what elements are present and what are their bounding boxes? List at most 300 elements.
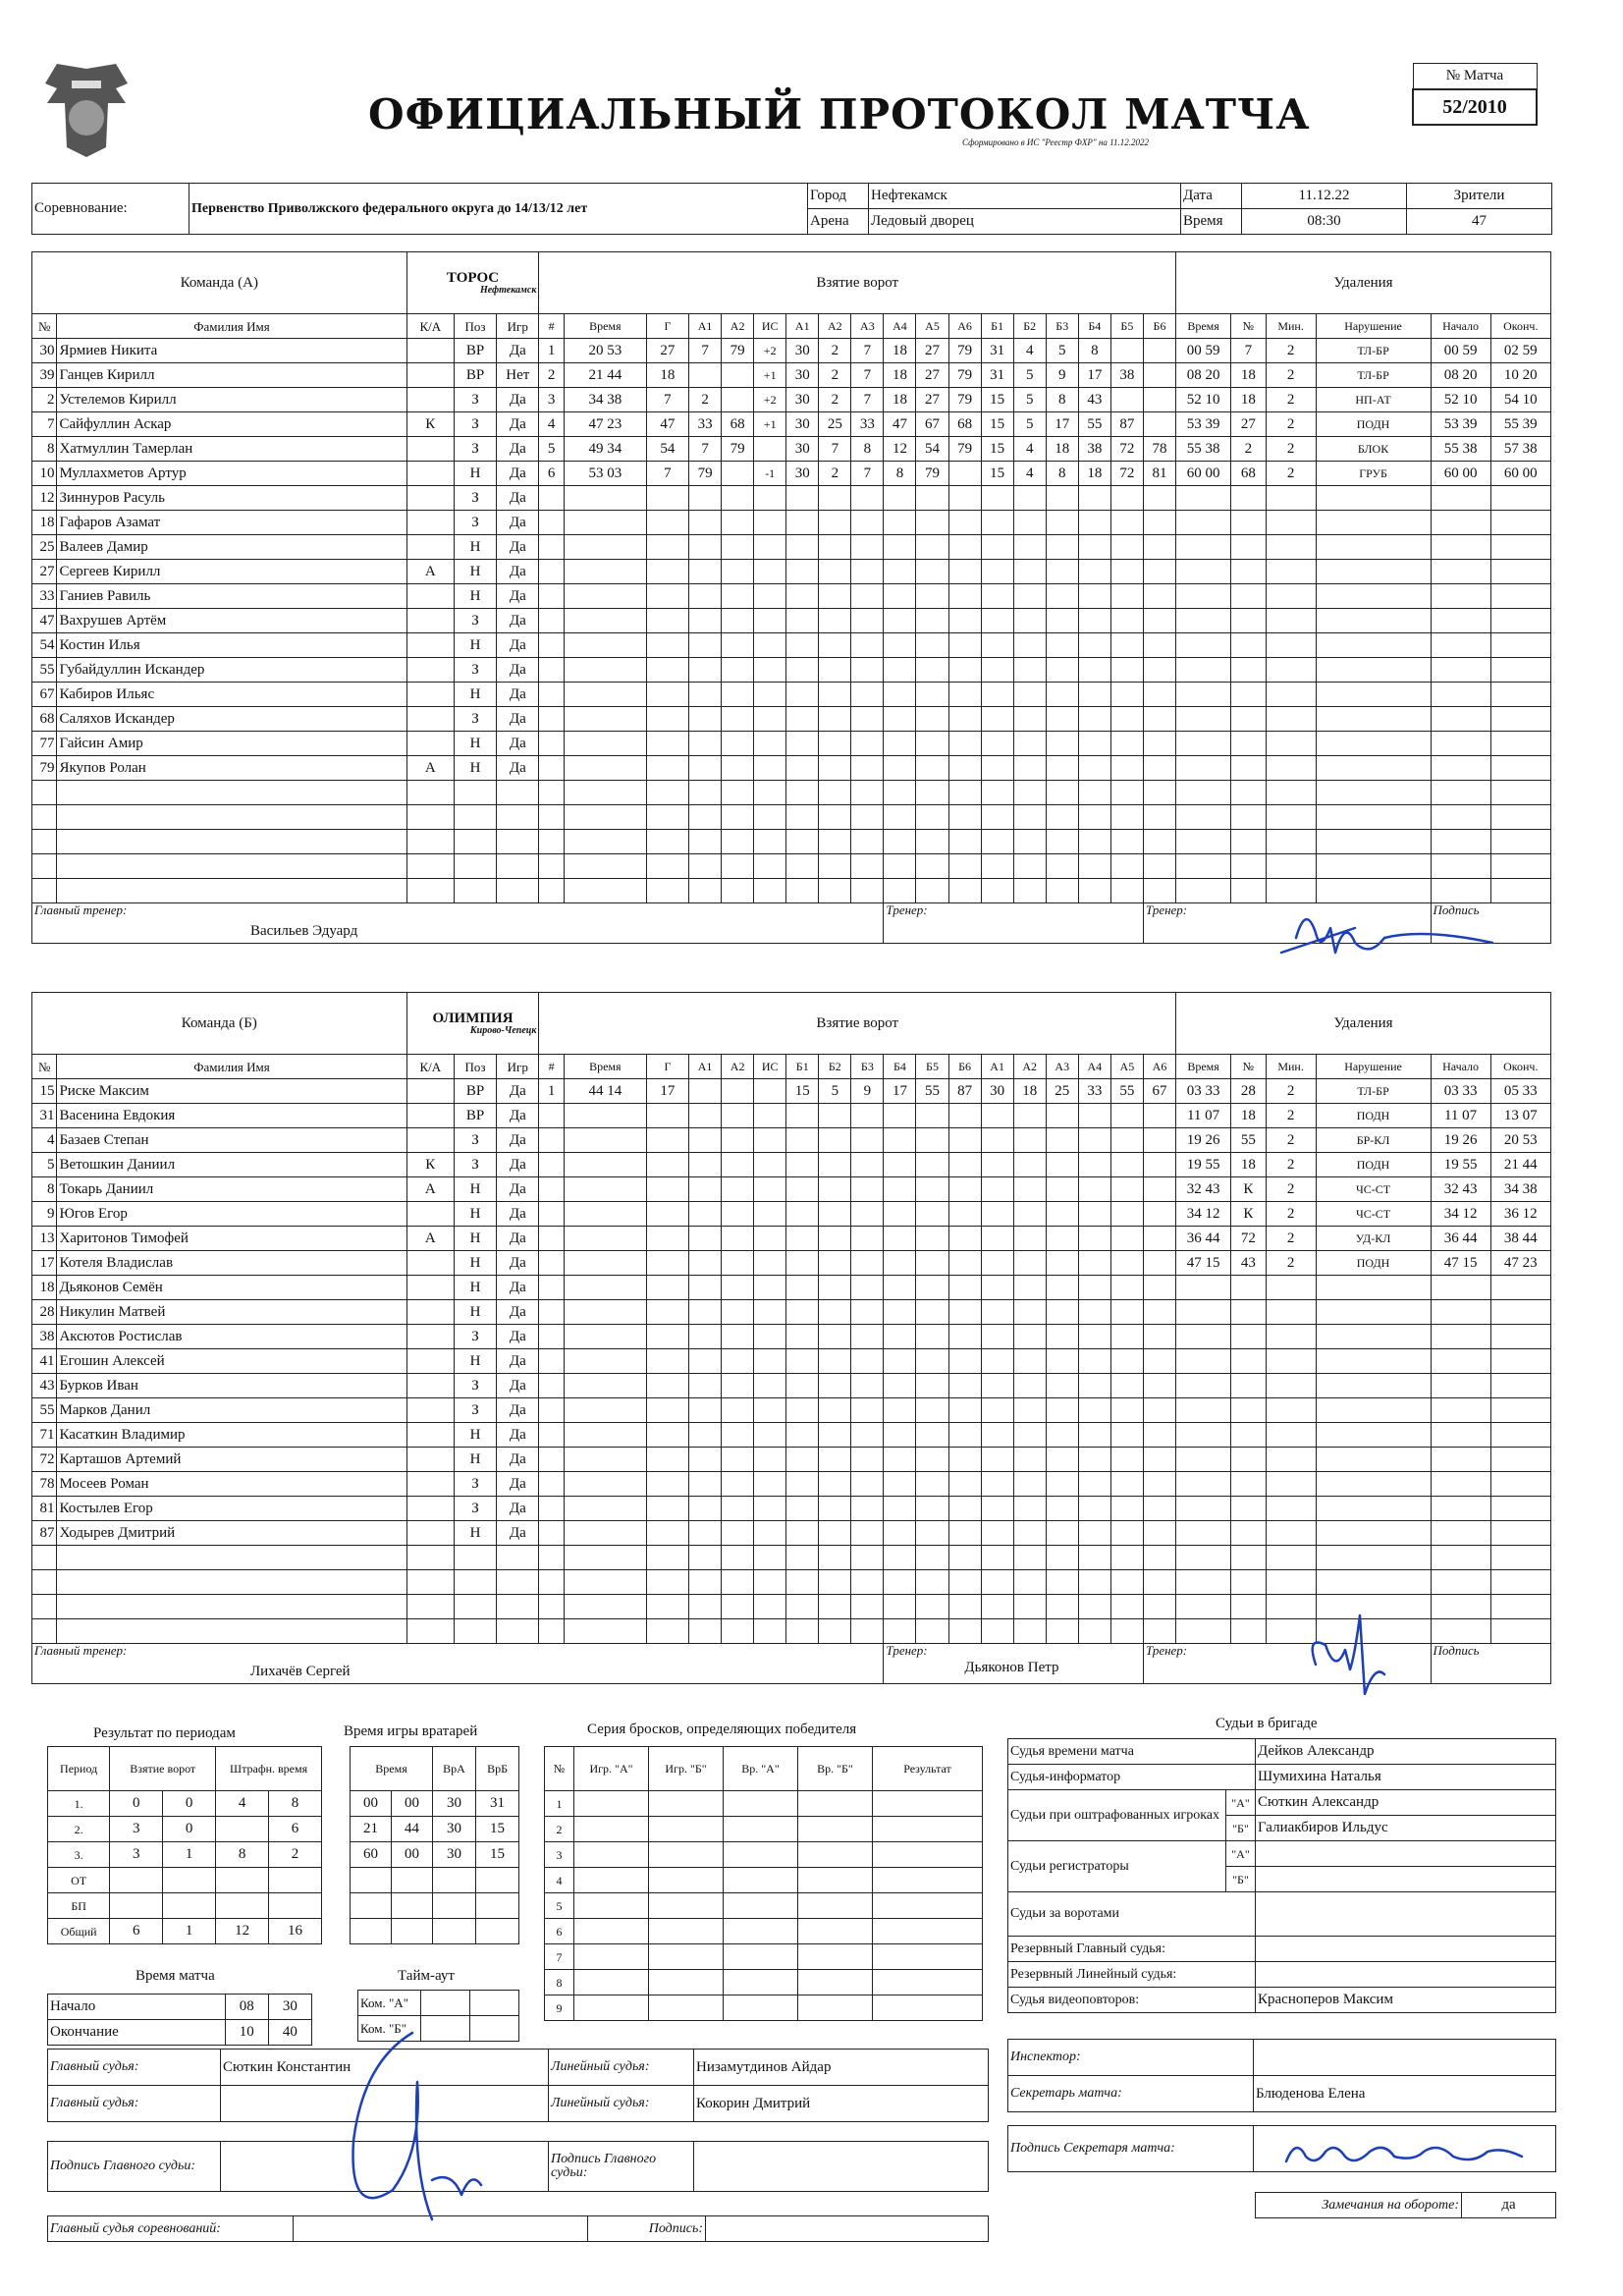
pen-end-part: 13 (1503, 1107, 1519, 1123)
goal-cell: 72 (1110, 437, 1143, 462)
player-plays: Да (497, 511, 539, 535)
goal-col-5: ИС (754, 314, 786, 339)
pen-infraction: ПОДН (1316, 1251, 1431, 1276)
shootout-col-1: Игр. "А" (574, 1747, 649, 1791)
pen-end-part: 38 (1522, 1180, 1538, 1197)
pen-infraction: БЛОК (1316, 437, 1431, 462)
goal-cell: 7 (646, 462, 688, 486)
player-number: 8 (32, 1177, 57, 1202)
player-position: Н (454, 462, 496, 486)
goal-col-14: Б3 (1046, 314, 1078, 339)
shootout-row (545, 1817, 983, 1842)
city-label: Город (808, 184, 869, 209)
col-ka: К/А (406, 314, 454, 339)
goalie-table (350, 1746, 519, 1944)
team-label: Команда (А) (32, 252, 407, 314)
pen-time-part: 47 (1186, 1254, 1202, 1271)
player-name: Риске Максим (57, 1079, 406, 1104)
ref-reserve-main-label: Резервный Главный судья: (1008, 1937, 1256, 1962)
signature-label: Подпись (1433, 1643, 1480, 1658)
period-cell: 6 (269, 1817, 322, 1842)
player-number: 13 (32, 1227, 57, 1251)
pen-minutes: 2 (1266, 1153, 1316, 1177)
pen-start-part: 19 (1443, 1131, 1459, 1148)
player-name: Котеля Владислав (57, 1251, 406, 1276)
player-role: А (406, 1177, 454, 1202)
player-plays: Да (497, 633, 539, 658)
goal-cell: 27 (646, 339, 688, 363)
goalie-cell (392, 1868, 433, 1893)
player-name: Саляхов Искандер (57, 707, 406, 732)
pen-time-part: 38 (1205, 440, 1220, 457)
notes-table (1255, 2192, 1556, 2218)
pen-end (1490, 1202, 1550, 1227)
goal-cell: 9 (851, 1079, 884, 1104)
pen-time (1176, 1251, 1231, 1276)
goal-cell: 15 (981, 388, 1013, 412)
pen-start-part: 43 (1462, 1180, 1478, 1197)
goal-sec: 14 (607, 1082, 622, 1099)
player-number: 2 (32, 388, 57, 412)
player-role (406, 1104, 454, 1128)
pen-minutes: 2 (1266, 339, 1316, 363)
player-number: 81 (32, 1497, 57, 1521)
ref-goal-judges (1008, 1892, 1556, 1937)
player-role (406, 388, 454, 412)
goal-cell: 47 (646, 412, 688, 437)
periods-title: Результат по периодам (93, 1725, 236, 1741)
coach2-label: Тренер: (1145, 902, 1188, 917)
goal-col-1: Время (564, 314, 646, 339)
line-ref1: Низамутдинов Айдар (694, 2050, 989, 2086)
shootout-num: 2 (545, 1817, 574, 1842)
goal-cell: 33 (1078, 1079, 1110, 1104)
shootout-row (545, 1919, 983, 1944)
pen-start (1431, 462, 1490, 486)
goal-cell: 15 (981, 462, 1013, 486)
player-role: А (406, 560, 454, 584)
goal-cell: -1 (754, 462, 786, 486)
goalie-cell: 31 (476, 1791, 519, 1817)
goal-cell: 54 (916, 437, 948, 462)
player-row (32, 1227, 1551, 1251)
timeout-b-label: Ком. "Б" (358, 2016, 421, 2042)
pen-time (1176, 1079, 1231, 1104)
player-row (32, 1374, 1551, 1398)
pen-end-part: 21 (1503, 1156, 1519, 1173)
goal-col-6: Б1 (786, 1055, 819, 1079)
player-number: 18 (32, 511, 57, 535)
player-row (32, 1276, 1551, 1300)
goal-cell: 18 (1078, 462, 1110, 486)
goal-cell: +2 (754, 388, 786, 412)
col-ka: К/А (406, 1055, 454, 1079)
player-name: Вахрушев Артём (57, 609, 406, 633)
player-plays: Да (497, 658, 539, 683)
pen-end-part: 20 (1503, 1131, 1519, 1148)
goal-number: 3 (539, 388, 564, 412)
ref-registrar-a (1008, 1841, 1556, 1867)
player-number: 17 (32, 1251, 57, 1276)
player-name: Костылев Егор (57, 1497, 406, 1521)
date: 11.12.22 (1242, 184, 1407, 209)
pen-infraction: ЧС-СТ (1316, 1202, 1431, 1227)
player-row (32, 363, 1551, 388)
pen-start (1431, 1227, 1490, 1251)
player-number: 68 (32, 707, 57, 732)
player-plays: Да (497, 683, 539, 707)
goal-cell: 68 (722, 412, 754, 437)
pen-time-part: 32 (1186, 1180, 1202, 1197)
pen-end-part: 47 (1503, 1254, 1519, 1271)
pen-end-part: 44 (1522, 1230, 1538, 1246)
player-number: 77 (32, 732, 57, 756)
pen-col-5: Оконч. (1490, 314, 1550, 339)
goal-cell: 5 (1013, 363, 1046, 388)
pen-end-part: 53 (1522, 1131, 1538, 1148)
pen-end-part: 10 (1522, 391, 1538, 408)
pen-end (1490, 1104, 1550, 1128)
player-plays: Да (497, 339, 539, 363)
goal-col-13: А2 (1013, 1055, 1046, 1079)
shootout-num: 1 (545, 1791, 574, 1817)
goalie-cell: 44 (392, 1817, 433, 1842)
player-role: А (406, 756, 454, 781)
signature-label: Подпись (1433, 902, 1480, 917)
head-coach-label: Главный тренер: (34, 902, 128, 917)
pen-player: 27 (1231, 412, 1267, 437)
goal-cell (1110, 388, 1143, 412)
pen-end (1490, 1177, 1550, 1202)
player-row (32, 388, 1551, 412)
player-plays: Да (497, 1374, 539, 1398)
pen-end-part: 55 (1503, 415, 1519, 432)
pen-time-part: 52 (1186, 391, 1202, 408)
period-cell: 8 (269, 1791, 322, 1817)
shootout-col-2: Игр. "Б" (649, 1747, 724, 1791)
goalie-cell (476, 1868, 519, 1893)
shootout-num: 9 (545, 1995, 574, 2021)
goal-cell: 31 (981, 363, 1013, 388)
goal-col-0: # (539, 314, 564, 339)
player-position: З (454, 1398, 496, 1423)
pen-player: 18 (1231, 363, 1267, 388)
goal-cell (722, 462, 754, 486)
pen-minutes: 2 (1266, 1128, 1316, 1153)
date-label: Дата (1181, 184, 1242, 209)
player-number: 31 (32, 1104, 57, 1128)
goal-cell: 27 (916, 388, 948, 412)
goal-cell: 2 (819, 462, 851, 486)
goal-col-14: А3 (1046, 1055, 1078, 1079)
player-role (406, 486, 454, 511)
pen-end (1490, 388, 1550, 412)
shootout-row (545, 1842, 983, 1868)
pen-end-part: 33 (1522, 1082, 1538, 1099)
pen-minutes: 2 (1266, 437, 1316, 462)
competition: Первенство Приволжского федерального округа до 14/13/12 лет (189, 184, 808, 235)
period-row (48, 1817, 322, 1842)
goal-cell (689, 363, 722, 388)
period-pen-header: Штрафн. время (216, 1747, 322, 1791)
player-role (406, 1423, 454, 1448)
player-name: Касаткин Владимир (57, 1423, 406, 1448)
shootout-row (545, 1970, 983, 1995)
signature-team-b (1296, 1596, 1404, 1704)
player-row (32, 584, 1551, 609)
player-name: Марков Данил (57, 1398, 406, 1423)
ref-reserve-line (1008, 1962, 1556, 1988)
ref-registrar-b-tag: "Б" (1226, 1867, 1256, 1892)
player-role (406, 1349, 454, 1374)
player-row (32, 1153, 1551, 1177)
signature-main-referee (334, 2023, 491, 2239)
player-number: 87 (32, 1521, 57, 1546)
player-role (406, 633, 454, 658)
pen-end (1490, 1227, 1550, 1251)
goal-cell: 79 (948, 437, 981, 462)
pen-start-part: 20 (1462, 366, 1478, 383)
player-role (406, 1079, 454, 1104)
player-name: Базаев Степан (57, 1128, 406, 1153)
period-cell: 0 (163, 1791, 216, 1817)
goal-cell: 7 (646, 388, 688, 412)
goalie-cell (351, 1868, 392, 1893)
shootout-row (545, 1893, 983, 1919)
goal-cell (754, 437, 786, 462)
pen-end-part: 10 (1503, 366, 1519, 383)
goal-cell: 79 (722, 339, 754, 363)
goal-cell (1143, 339, 1175, 363)
pen-end-part: 38 (1503, 1230, 1519, 1246)
goal-time (564, 1079, 646, 1104)
pen-start-part: 32 (1443, 1180, 1459, 1197)
goalie-cell (476, 1893, 519, 1919)
player-name: Бурков Иван (57, 1374, 406, 1398)
player-row (32, 1472, 1551, 1497)
player-position: Н (454, 1251, 496, 1276)
sign-main-table (47, 2141, 989, 2192)
player-position: З (454, 1472, 496, 1497)
ref-penalty-a-tag: "А" (1226, 1790, 1256, 1816)
period-cell: Общий (48, 1919, 110, 1944)
player-role (406, 609, 454, 633)
goal-col-5: ИС (754, 1055, 786, 1079)
period-cell (216, 1893, 269, 1919)
goal-cell: +1 (754, 363, 786, 388)
goal-cell: 7 (689, 437, 722, 462)
player-name: Валеев Дамир (57, 535, 406, 560)
ref-timekeeper-value: Дейков Александр (1256, 1739, 1556, 1765)
goal-min: 34 (588, 391, 604, 408)
shootout-col-4: Вр. "Б" (798, 1747, 873, 1791)
pen-time (1176, 1128, 1231, 1153)
goal-cell: 30 (786, 388, 819, 412)
pen-start-part: 00 (1462, 465, 1478, 481)
goal-cell: 18 (884, 388, 916, 412)
player-name: Кабиров Ильяс (57, 683, 406, 707)
pen-end (1490, 1128, 1550, 1153)
goalie-cell (392, 1919, 433, 1944)
pen-end (1490, 339, 1550, 363)
player-name: Егошин Алексей (57, 1349, 406, 1374)
ref-informer-label: Судья-информатор (1008, 1765, 1256, 1790)
player-name: Сайфуллин Аскар (57, 412, 406, 437)
pen-infraction: ПОДН (1316, 1153, 1431, 1177)
goal-col-3: А1 (689, 314, 722, 339)
player-position: З (454, 658, 496, 683)
player-position: Н (454, 560, 496, 584)
pen-minutes: 2 (1266, 388, 1316, 412)
goals-header: Взятие ворот (539, 993, 1176, 1055)
pen-start (1431, 412, 1490, 437)
player-plays: Да (497, 1227, 539, 1251)
signature-cell (1431, 1644, 1550, 1684)
goal-col-4: А2 (722, 1055, 754, 1079)
goal-cell: 17 (1046, 412, 1078, 437)
ref-informer (1008, 1765, 1556, 1790)
goalie-cell: 00 (392, 1842, 433, 1868)
period-cell: БП (48, 1893, 110, 1919)
player-name: Ганцев Кирилл (57, 363, 406, 388)
player-number: 10 (32, 462, 57, 486)
goal-cell: 17 (1078, 363, 1110, 388)
player-number: 30 (32, 339, 57, 363)
goal-cell: 38 (1110, 363, 1143, 388)
player-plays: Да (497, 462, 539, 486)
goal-cell (689, 1079, 722, 1104)
goal-col-15: А4 (1078, 1055, 1110, 1079)
shootout-row (545, 1995, 983, 2021)
goal-cell: 30 (981, 1079, 1013, 1104)
pen-player: 18 (1231, 388, 1267, 412)
player-plays: Да (497, 732, 539, 756)
player-number: 72 (32, 1448, 57, 1472)
goal-col-11: А6 (948, 314, 981, 339)
player-name: Ходырев Дмитрий (57, 1521, 406, 1546)
player-name: Дьяконов Семён (57, 1276, 406, 1300)
player-number: 41 (32, 1349, 57, 1374)
player-number: 55 (32, 1398, 57, 1423)
player-role (406, 1521, 454, 1546)
coach-cell (884, 903, 1144, 944)
pen-minutes: 2 (1266, 1227, 1316, 1251)
goal-cell: 67 (916, 412, 948, 437)
player-role (406, 1398, 454, 1423)
player-plays: Да (497, 756, 539, 781)
ref-penalty-b-value: Галиакбиров Ильдус (1256, 1816, 1556, 1841)
goal-col-16: А5 (1110, 1055, 1143, 1079)
shootout-title: Серия бросков, определяющих победителя (587, 1722, 857, 1737)
player-row (32, 339, 1551, 363)
player-position: Н (454, 1423, 496, 1448)
goal-col-7: Б2 (819, 1055, 851, 1079)
player-row (32, 1128, 1551, 1153)
player-name: Токарь Даниил (57, 1177, 406, 1202)
player-plays: Да (497, 1472, 539, 1497)
player-name: Югов Егор (57, 1202, 406, 1227)
goal-cell: 5 (1046, 339, 1078, 363)
goal-min: 49 (588, 440, 604, 457)
pen-start-part: 38 (1462, 440, 1478, 457)
goal-cell (1143, 363, 1175, 388)
pen-time (1176, 1227, 1231, 1251)
player-name: Харитонов Тимофей (57, 1227, 406, 1251)
goalie-row (351, 1842, 519, 1868)
chief-comp-label: Главный судья соревнований: (48, 2216, 294, 2242)
player-number: 47 (32, 609, 57, 633)
col-num: № (32, 1055, 57, 1079)
player-row (32, 1448, 1551, 1472)
frh-logo (37, 59, 135, 167)
player-row (32, 462, 1551, 486)
notes: да (1462, 2193, 1556, 2218)
goal-cell: 18 (646, 363, 688, 388)
period-goals-header: Взятие ворот (110, 1747, 216, 1791)
pen-time-part: 19 (1186, 1156, 1202, 1173)
sign-main2-label: Подпись Главного судьи: (549, 2142, 694, 2192)
period-cell (216, 1817, 269, 1842)
goalie-cell: 30 (433, 1791, 476, 1817)
shootout-col-5: Результат (873, 1747, 983, 1791)
goal-col-9: Б4 (884, 1055, 916, 1079)
pen-end-part: 59 (1522, 342, 1538, 358)
player-number: 25 (32, 535, 57, 560)
player-row (32, 1251, 1551, 1276)
goal-cell: 8 (1046, 462, 1078, 486)
player-position: З (454, 1325, 496, 1349)
pen-time (1176, 1202, 1231, 1227)
goal-cell: 38 (1078, 437, 1110, 462)
city: Нефтекамск (869, 184, 1181, 209)
goal-cell: 79 (916, 462, 948, 486)
pen-start-part: 36 (1443, 1230, 1459, 1246)
pen-infraction: ПОДН (1316, 1104, 1431, 1128)
pen-time-part: 12 (1205, 1205, 1220, 1222)
pen-end (1490, 1153, 1550, 1177)
player-row (32, 805, 1551, 830)
pen-start-part: 03 (1443, 1082, 1459, 1099)
goal-cell: 15 (981, 437, 1013, 462)
pen-time-part: 43 (1205, 1180, 1220, 1197)
pen-infraction: ЧС-СТ (1316, 1177, 1431, 1202)
goal-sec: 03 (607, 465, 622, 481)
pen-player: К (1231, 1202, 1267, 1227)
match-number-box (1412, 63, 1538, 126)
player-plays: Да (497, 1177, 539, 1202)
pen-start-part: 07 (1462, 1107, 1478, 1123)
player-row (32, 1079, 1551, 1104)
coach2-label: Тренер: (1145, 1643, 1188, 1658)
player-row (32, 1104, 1551, 1128)
goal-cell: 27 (916, 363, 948, 388)
player-role (406, 1251, 454, 1276)
player-plays: Да (497, 388, 539, 412)
player-plays: Да (497, 1349, 539, 1374)
pen-col-2: Мин. (1266, 1055, 1316, 1079)
goal-cell: 17 (884, 1079, 916, 1104)
period-cell (110, 1868, 163, 1893)
period-cell: 2 (269, 1842, 322, 1868)
spectators-label: Зрители (1407, 184, 1552, 209)
col-name: Фамилия Имя (57, 314, 406, 339)
team-b-table (31, 992, 1551, 1684)
goal-cell: 47 (884, 412, 916, 437)
goal-min: 21 (588, 366, 604, 383)
pen-time (1176, 412, 1231, 437)
pen-end-part: 57 (1503, 440, 1519, 457)
head-coach-cell (32, 1644, 884, 1684)
